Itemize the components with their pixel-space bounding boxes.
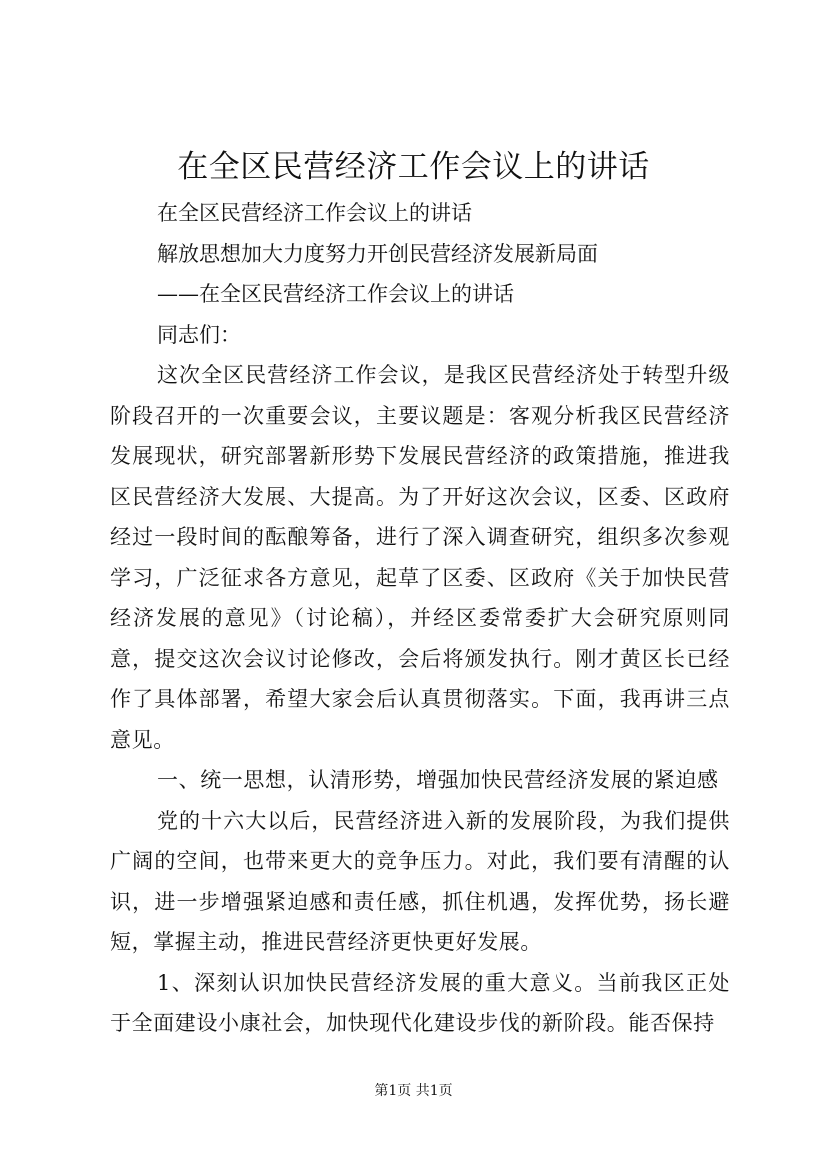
page-footer: 第1页 共1页 [374,1083,453,1099]
document-body [110,193,730,1044]
subtitle-line: 在全区民营经济工作会议上的讲话 [157,201,472,225]
paragraph-intro: 这次全区民营经济工作会议，是我区民营经济处于转型升级阶段召开的一次重要会议，主要议题是：客观分析我区民营经济发展现状，研究部署新形势下发展民营经济的政策措施，推进我区民营经济大发展、大提高。为了开好这次会议，区委、区政府经过一段时间的酝酿筹备，进行了深入调查研究，组织多次参观学习，广泛征求各方意见，起草了区委、区政府《关于加快民营经济发展的意见》（讨论稿），并经区委常委扩大会研究原则同意，提交这次会议讨论修改，会后将颁发执行。刚才黄区长已经作了具体部署，希望大家会后认真贯彻落实。下面，我再讲三点意见。 [110,363,730,752]
section-heading-1: 一、统一思想，认清形势，增强加快民营经济发展的紧迫感 [157,768,719,792]
paragraph-point-1: 1、深刻认识加快民营经济发展的重大意义。当前我区正处于全面建设小康社会，加快现代化建设步伐的新阶段。能否保持 [110,970,730,1035]
document-title: 在全区民营经济工作会议上的讲话 [177,149,650,185]
speech-byline: ——在全区民营经济工作会议上的讲话 [157,282,514,306]
salutation: 同志们： [157,322,241,347]
paragraph-section-1: 党的十六大以后，民营经济进入新的发展阶段，为我们提供广阔的空间，也带来更大的竞争压力。对此，我们要有清醒的认识，进一步增强紧迫感和责任感，抓住机遇，发挥优势，扬长避短，掌握主动，推进民营经济更快更好发展。 [110,808,730,954]
speech-heading: 解放思想加大力度努力开创民营经济发展新局面 [157,241,598,266]
